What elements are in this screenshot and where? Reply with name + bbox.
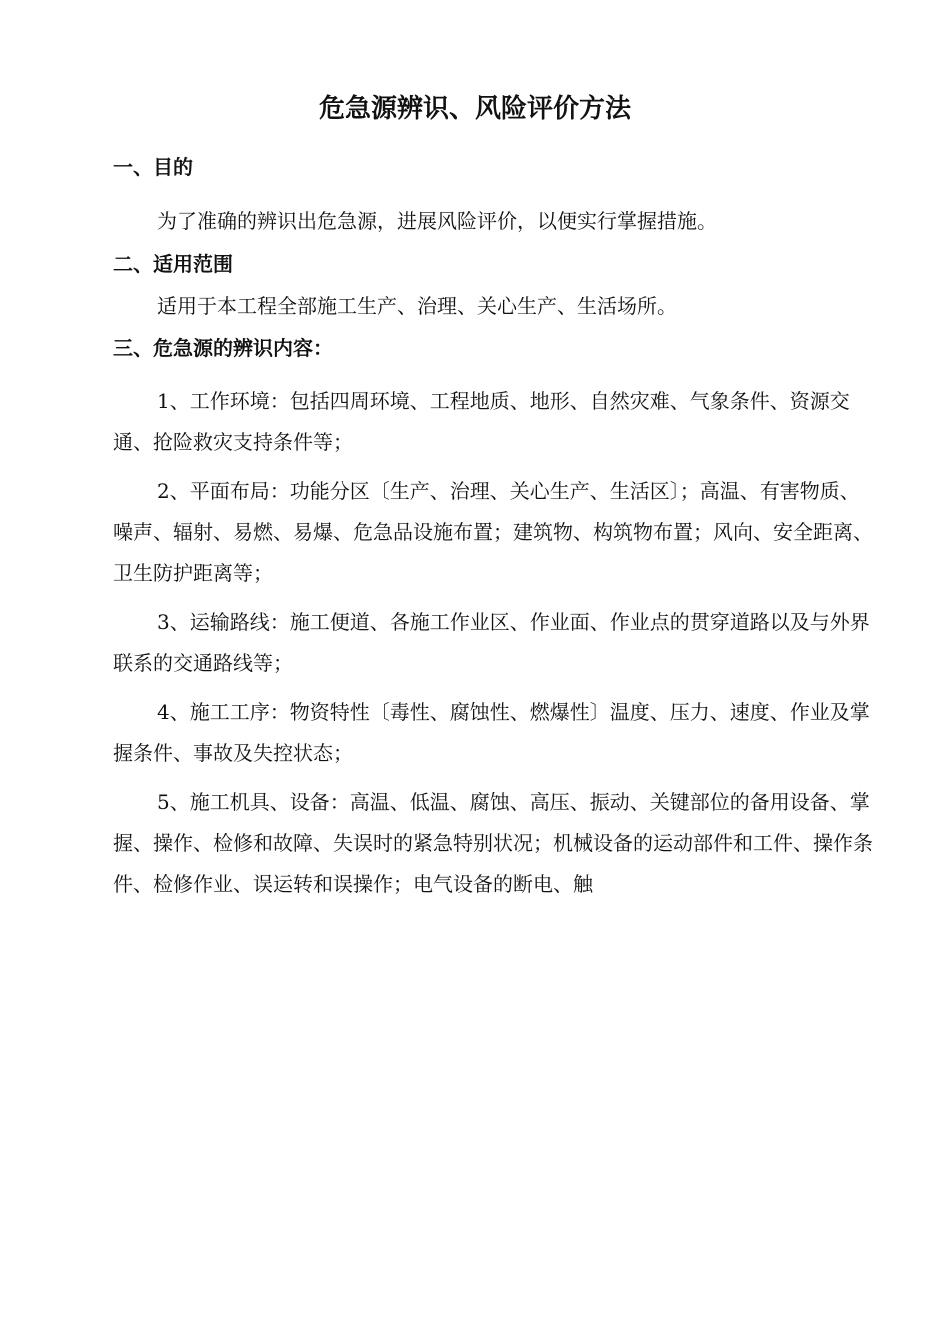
list-item [113, 602, 873, 684]
list-item [113, 471, 873, 594]
list-item [113, 782, 873, 905]
list-item-text: 、平面布局：功能分区〔生产、治理、关心生产、生活区〕；高温、有害物质、噪声、辐射、易燃、易爆、危急品设施布置；建筑物、构筑物布置；风向、安全距离、卫生防护距离等； [113, 479, 873, 585]
list-item-number: 5 [157, 790, 170, 814]
list-item-text: 、运输路线：施工便道、各施工作业区、作业面、作业点的贯穿道路以及与外界联系的交通路线等； [113, 610, 870, 675]
section-heading-purpose: 一、目的 [113, 155, 193, 179]
list-item-number: 3 [157, 610, 170, 634]
document-title: 危急源辨识、风险评价方法 [318, 94, 631, 124]
list-item-text: 、工作环境：包括四周环境、工程地质、地形、自然灾难、气象条件、资源交通、抢险救灾支持条件等； [113, 389, 850, 454]
section-heading-scope: 二、适用范围 [113, 252, 233, 276]
list-item-text: 、施工工序：物资特性〔毒性、腐蚀性、燃爆性〕温度、压力、速度、作业及掌握条件、事故及失控状态； [113, 700, 870, 765]
section-text-purpose: 为了准确的辨识出危急源，进展风险评价，以便实行掌握措施。 [157, 209, 717, 233]
list-item-number: 4 [157, 700, 170, 724]
list-item-number: 1 [157, 389, 170, 413]
list-item [113, 692, 873, 774]
document-body [113, 152, 873, 905]
list-item-number: 2 [157, 479, 170, 503]
list-item [113, 381, 873, 463]
list-item-text: 、施工机具、设备：高温、低温、腐蚀、高压、振动、关键部位的备用设备、掌握、操作、检修和故障、失误时的紧急特别状况；机械设备的运动部件和工件、操作条件、检修作业、误运转和误操作；电气设备的断电、触 [113, 790, 873, 896]
section-heading-content: 三、危急源的辨识内容： [113, 336, 333, 360]
section-text-scope: 适用于本工程全部施工生产、治理、关心生产、生活场所。 [157, 294, 677, 318]
